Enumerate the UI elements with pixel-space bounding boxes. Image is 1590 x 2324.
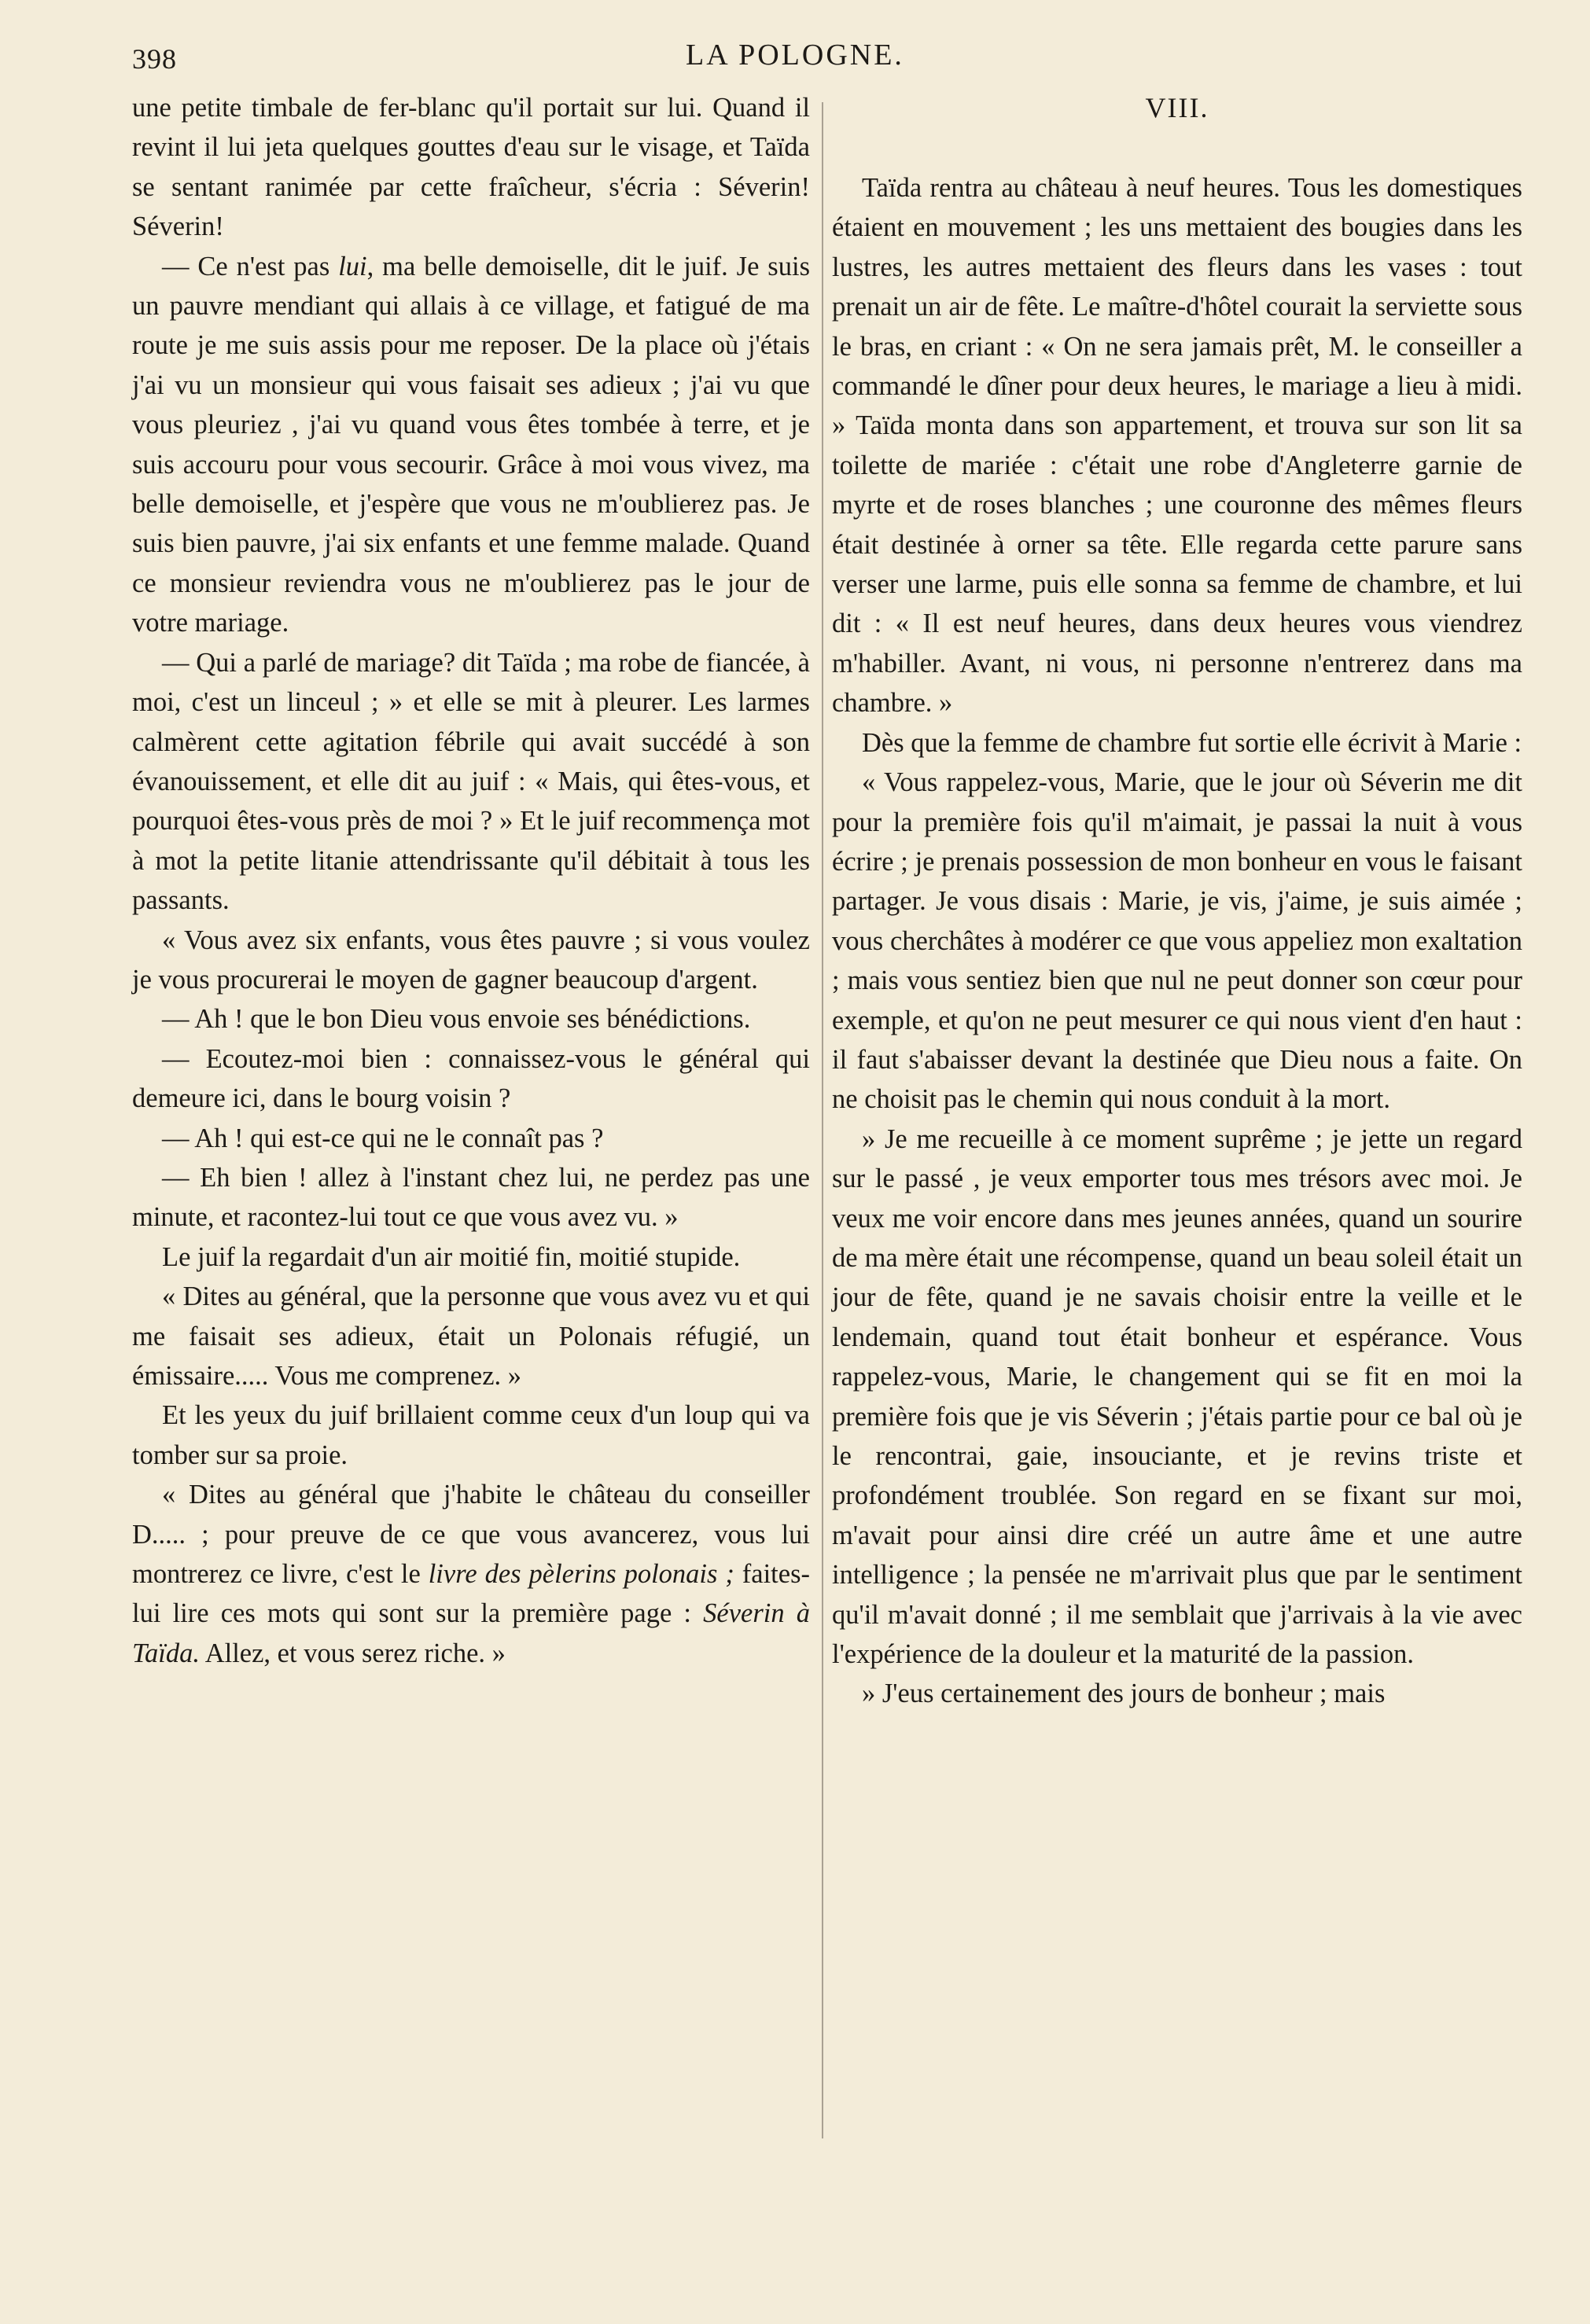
emphasis: lui xyxy=(338,251,367,281)
chapter-heading: VIII. xyxy=(1145,92,1209,123)
paragraph: — Ah ! que le bon Dieu vous envoie ses bénédictions. xyxy=(162,1004,751,1035)
left-column xyxy=(132,88,810,1673)
paragraph: une petite timbale de fer-blanc qu'il portait sur lui. Quand il revint il lui jeta quelques gouttes d'eau sur le visage, et Taïda se sentant ranimée par cette fraîcheur, s'écria : Séverin! Séverin! xyxy=(132,93,810,242)
emphasis: livre des pèlerins polonais ; xyxy=(428,1559,734,1590)
paragraph: Taïda rentra au château à neuf heures. Tous les domestiques étaient en mouvement ; les uns mettaient des bougies dans les lustres, les autres mettaient des fleurs dans les vases : tout prenait un air de fête. Le maître-d'hôtel courait la serviette sous le bras, en criant : « On ne sera jamais prêt, M. le conseiller a commandé le dîner pour deux heures, le mariage a lieu à midi. » Taïda monta dans son appartement, et trouva sur son lit sa toilette de mariée : c'était une robe d'Angleterre garnie de myrte et de roses blanches ; une couronne des mêmes fleurs était destinée à orner sa tête. Elle regarda cette parure sans verser une larme, puis elle sonna sa femme de chambre, et lui dit : « Il est neuf heures, dans deux heures vous viendrez m'habiller. Avant, ni vous, ni personne n'entrerez dans ma chambre. » xyxy=(832,173,1522,719)
paragraph: « Vous avez six enfants, vous êtes pauvre ; si vous voulez je vous procurerai le moyen de gagner beaucoup d'argent. xyxy=(132,925,810,995)
paragraph: « Vous rappelez-vous, Marie, que le jour où Séverin me dit pour la première fois qu'il m'aimait, je passai la nuit à vous écrire ; je prenais possession de mon bonheur en vous le faisant partager. Je vous disais : Marie, je vis, j'aime, je suis aimée ; vous cherchâtes à modérer ce que vous appeliez mon exaltation ; mais vous sentiez bien que nul ne peut donner son cœur pour exemple, et qu'on ne peut mesurer ce qui nous vient d'en haut : il faut s'abaisser devant la destinée que Dieu nous a faite. On ne choisit pas le chemin qui nous conduit à la mort. xyxy=(832,767,1522,1115)
right-column xyxy=(832,88,1522,1714)
paragraph: Le juif la regardait d'un air moitié fin, moitié stupide. xyxy=(162,1241,741,1272)
paragraph: » J'eus certainement des jours de bonheur ; mais xyxy=(862,1679,1386,1709)
paragraph: Et les yeux du juif brillaient comme ceux d'un loup qui va tomber sur sa proie. xyxy=(132,1400,810,1470)
column-divider xyxy=(822,102,823,2138)
page-number: 398 xyxy=(132,43,177,75)
paragraph: — Ce n'est pas lui, ma belle demoiselle, dit le juif. Je suis un pauvre mendiant qui allais à ce village, et fatigué de ma route je me suis assis pour me reposer. De la place où j'étais j'ai vu un monsieur qui vous faisait ses adieux ; j'ai vu que vous pleuriez , j'ai vu quand vous êtes tombée à terre, et je suis accouru pour vous secourir. Grâce à moi vous vivez, ma belle demoiselle, et j'espère que vous ne m'oublierez pas. Je suis bien pauvre, j'ai six enfants et une femme malade. Quand ce monsieur reviendra vous ne m'oublierez pas le jour de votre mariage. xyxy=(132,251,810,638)
paragraph: — Ecoutez-moi bien : connaissez-vous le général qui demeure ici, dans le bourg voisin ? xyxy=(132,1043,810,1114)
emphasis: Séverin à Taïda. xyxy=(132,1598,811,1668)
paragraph: « Dites au général, que la personne que vous avez vu et qui me faisait ses adieux, était un Polonais réfugié, un émissaire..... Vous me comprenez. » xyxy=(132,1282,810,1391)
paragraph: » Je me recueille à ce moment suprême ; je jette un regard sur le passé , je veux emporter tous mes trésors avec moi. Je veux me voir encore dans mes jeunes années, quand un sourire de ma mère était une récompense, quand un beau soleil était un jour de fête, quand je ne savais choisir entre la veille et le lendemain, quand tout était bonheur et espérance. Vous rappelez-vous, Marie, le changement qui se fit en moi la première fois que je vis Séverin ; j'étais partie pour ce bal où je le rencontrai, gaie, insouciante, et je revins triste et profondément troublée. Son regard en se fixant sur moi, m'avait pour ainsi dire créé un autre âme et une autre intelligence ; la pensée ne m'arrivait plus que par le sentiment qu'il m'avait donné ; il me semblait que j'arrivais à la vie avec l'expérience de la douleur et la maturité de la passion. xyxy=(832,1123,1522,1670)
paragraph: — Qui a parlé de mariage? dit Taïda ; ma robe de fiancée, à moi, c'est un linceul ; » et elle se mit à pleurer. Les larmes calmèrent cette agitation fébrile qui avait succédé à son évanouissement, et elle dit au juif : « Mais, qui êtes-vous, et pourquoi êtes-vous près de moi ? » Et le juif recommença mot à mot la petite litanie attendrissante qu'il débitait à tous les passants. xyxy=(132,647,810,916)
paragraph: « Dites au général que j'habite le château du conseiller D..... ; pour preuve de ce que vous avancerez, vous lui montrerez ce livre, c'est le livre des pèlerins polonais ; faites-lui lire ces mots qui sont sur la première page : Séverin à Taïda. Allez, et vous serez riche. » xyxy=(132,1480,811,1668)
paragraph: Dès que la femme de chambre fut sortie elle écrivit à Marie : xyxy=(862,727,1522,758)
paragraph: — Ah ! qui est-ce qui ne le connaît pas ? xyxy=(162,1123,604,1153)
paragraph: — Eh bien ! allez à l'instant chez lui, ne perdez pas une minute, et racontez-lui tout ce que vous avez vu. » xyxy=(132,1162,810,1233)
running-title: LA POLOGNE. xyxy=(686,39,904,72)
